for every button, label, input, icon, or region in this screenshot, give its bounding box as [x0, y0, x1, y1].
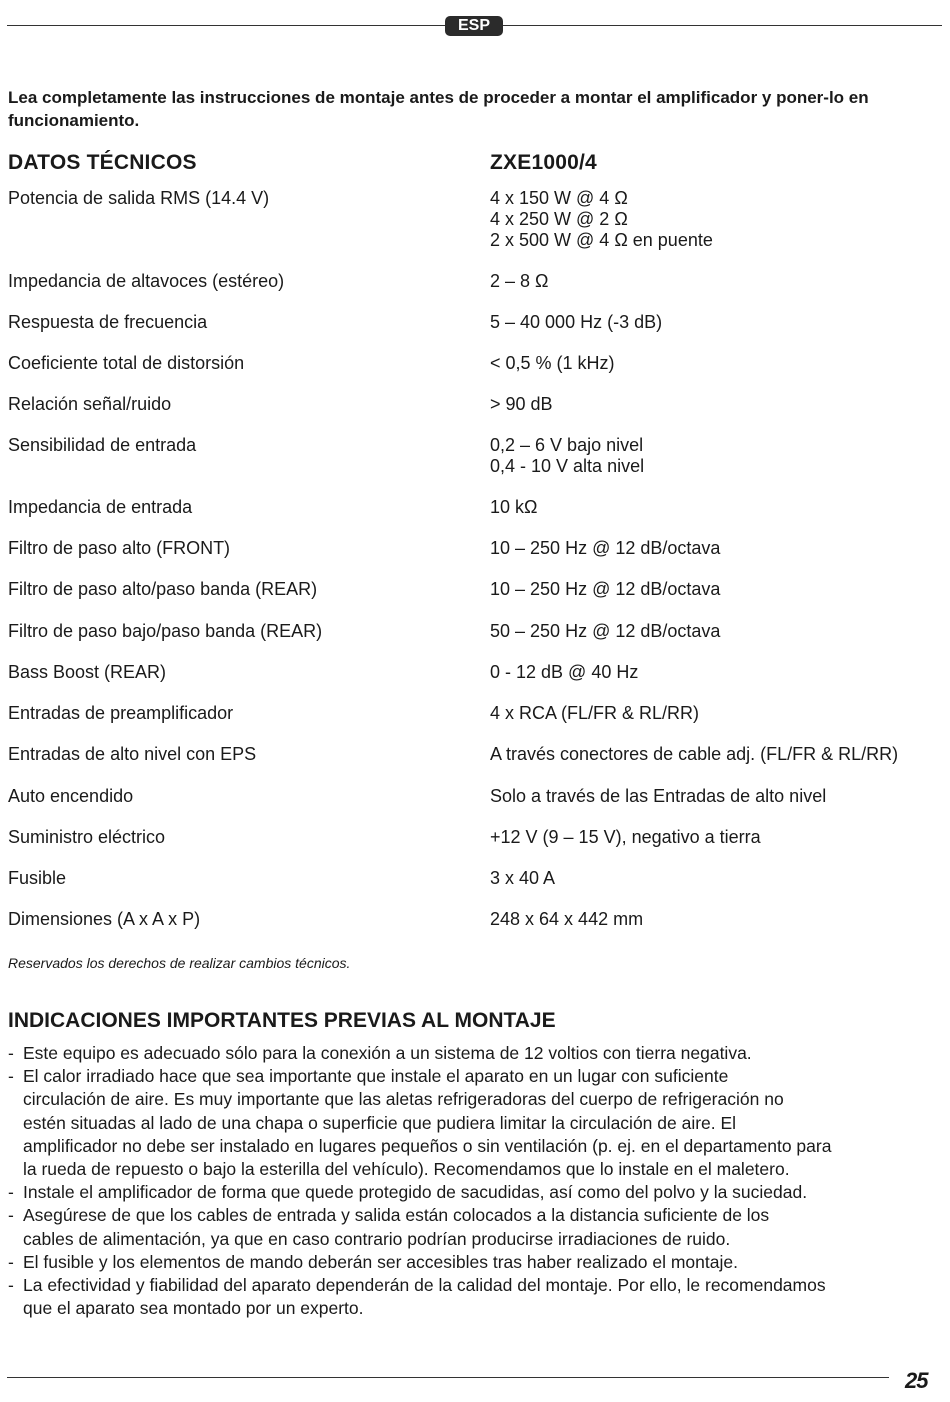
spec-value: [490, 579, 720, 600]
instruction-item: [8, 1251, 928, 1274]
technical-changes-note: Reservados los derechos de realizar cambios técnicos.: [8, 955, 351, 971]
instruction-line: El calor irradiado hace que sea importante que instale el aparato en un lugar con suficiente: [23, 1066, 729, 1087]
spec-value-line: 4 x 150 W @ 4 Ω: [490, 188, 628, 208]
spec-value-line: 4 x RCA (FL/FR & RL/RR): [490, 703, 700, 723]
spec-label: Coeficiente total de distorsión: [8, 353, 245, 373]
instruction-item: [8, 1042, 928, 1065]
spec-value-line: > 90 dB: [490, 394, 553, 414]
spec-value-line: 0,4 - 10 V alta nivel: [490, 456, 645, 476]
spec-value-line: Solo a través de las Entradas de alto nivel: [490, 786, 827, 806]
spec-label: Sensibilidad de entrada: [8, 435, 197, 455]
spec-value-line: 10 kΩ: [490, 497, 538, 517]
spec-value-line: 248 x 64 x 442 mm: [490, 909, 644, 929]
instruction-item: [8, 1274, 928, 1320]
spec-value: [490, 497, 537, 518]
language-tag: ESP: [445, 16, 503, 36]
spec-value: [490, 703, 699, 724]
spec-value-line: +12 V (9 – 15 V), negativo a tierra: [490, 827, 761, 847]
spec-value-line: 5 – 40 000 Hz (-3 dB): [490, 312, 663, 332]
bullet-dash: -: [8, 1205, 14, 1226]
spec-value-line: 2 x 500 W @ 4 Ω en puente: [490, 230, 713, 250]
spec-value-line: 0,2 – 6 V bajo nivel: [490, 435, 644, 455]
spec-label: Dimensiones (A x A x P): [8, 909, 201, 929]
spec-label: Entradas de preamplificador: [8, 703, 234, 723]
instruction-line: El fusible y los elementos de mando deberán ser accesibles tras haber realizado el montaje.: [23, 1251, 738, 1272]
spec-value: [490, 188, 713, 251]
instruction-line: cables de alimentación, ya que en caso contrario podrían producirse irradiaciones de ruido.: [23, 1228, 731, 1249]
instructions-list: [8, 1042, 928, 1320]
instruction-item: [8, 1181, 928, 1204]
spec-label: Impedancia de altavoces (estéreo): [8, 271, 285, 291]
spec-label: Filtro de paso alto/paso banda (REAR): [8, 579, 318, 599]
instruction-line: que el aparato sea montado por un experto.: [23, 1298, 364, 1319]
spec-label: Potencia de salida RMS (14.4 V): [8, 188, 270, 208]
instruction-item: [8, 1204, 928, 1250]
specs-heading: DATOS TÉCNICOS: [8, 151, 197, 174]
spec-value-line: < 0,5 % (1 kHz): [490, 353, 615, 373]
spec-label: Entradas de alto nivel con EPS: [8, 744, 257, 764]
instruction-item: [8, 1065, 928, 1181]
instruction-line: Instale el amplificador de forma que quede protegido de sacudidas, así como del polvo y la suciedad.: [23, 1182, 808, 1203]
bullet-dash: -: [8, 1251, 14, 1272]
spec-value: [490, 271, 549, 292]
spec-value-line: 0 - 12 dB @ 40 Hz: [490, 662, 639, 682]
bullet-dash: -: [8, 1043, 14, 1063]
bullet-dash: -: [8, 1275, 14, 1296]
instruction-line: amplificador no debe ser instalado en lugares pequeños o sin ventilación (p. ej. en el departamento para: [23, 1135, 832, 1156]
instruction-line: la rueda de repuesto o bajo la esterilla del vehículo). Recomendamos que lo instale en el maletero.: [23, 1159, 790, 1180]
instructions-heading: INDICACIONES IMPORTANTES PREVIAS AL MONTAJE: [8, 1009, 556, 1032]
spec-value-line: 3 x 40 A: [490, 868, 556, 888]
page-number: 25: [905, 1368, 928, 1393]
spec-value-line: A través conectores de cable adj. (FL/FR & RL/RR): [490, 744, 899, 764]
spec-label: Filtro de paso bajo/paso banda (REAR): [8, 621, 323, 641]
spec-label: Relación señal/ruido: [8, 394, 172, 414]
spec-value: [490, 744, 898, 765]
spec-value-line: 50 – 250 Hz @ 12 dB/octava: [490, 621, 721, 641]
spec-value: [490, 909, 643, 930]
model-heading: ZXE1000/4: [490, 151, 597, 174]
spec-label: Auto encendido: [8, 786, 134, 806]
instruction-line: Asegúrese de que los cables de entrada y salida están colocados a la distancia suficiente de los: [23, 1205, 770, 1226]
spec-value-line: 4 x 250 W @ 2 Ω: [490, 209, 628, 229]
instruction-line: La efectividad y fiabilidad del aparato dependerán de la calidad del montaje. Por ello, le recomendamos: [23, 1275, 826, 1296]
spec-value: [490, 868, 555, 889]
instruction-line: circulación de aire. Es muy importante que las aletas refrigeradoras del cuerpo de refrigeración no: [23, 1089, 784, 1110]
intro-text: Lea completamente las instrucciones de montaje antes de proceder a montar el amplificador y poner-lo en funcionamiento.: [8, 88, 869, 130]
bullet-dash: -: [8, 1182, 14, 1203]
spec-value-line: 10 – 250 Hz @ 12 dB/octava: [490, 538, 721, 558]
spec-label: Suministro eléctrico: [8, 827, 166, 847]
spec-value: [490, 435, 644, 477]
spec-value: [490, 662, 638, 683]
spec-value: [490, 786, 826, 807]
instruction-line: Este equipo es adecuado sólo para la conexión a un sistema de 12 voltios con tierra negativa.: [23, 1043, 752, 1063]
spec-label: Respuesta de frecuencia: [8, 312, 208, 332]
spec-value: [490, 621, 720, 642]
spec-label: Bass Boost (REAR): [8, 662, 167, 682]
spec-value-line: 10 – 250 Hz @ 12 dB/octava: [490, 579, 721, 599]
spec-label: Filtro de paso alto (FRONT): [8, 538, 231, 558]
spec-label: Impedancia de entrada: [8, 497, 193, 517]
spec-value: [490, 353, 615, 374]
spec-value: [490, 827, 761, 848]
spec-value: [490, 538, 720, 559]
bullet-dash: -: [8, 1066, 14, 1087]
spec-value: [490, 394, 553, 415]
footer-rule: [7, 1377, 889, 1378]
spec-value-line: 2 – 8 Ω: [490, 271, 549, 291]
spec-label: Fusible: [8, 868, 67, 888]
spec-value: [490, 312, 662, 333]
instruction-line: estén situadas al lado de una chapa o superficie que pudiera limitar la circulación de aire. El: [23, 1112, 737, 1133]
